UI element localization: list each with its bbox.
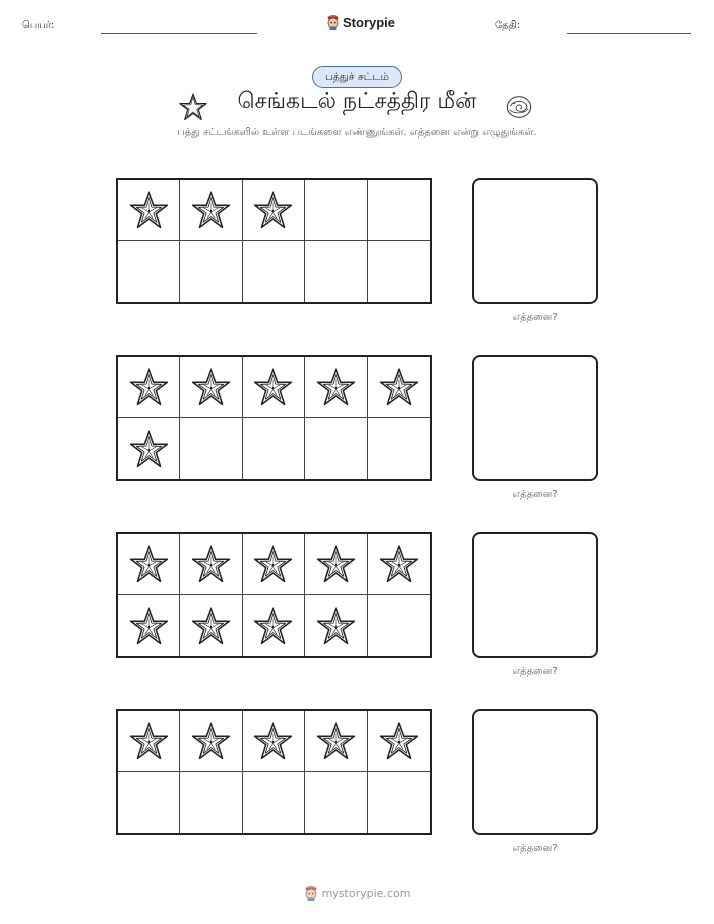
ten-frame — [116, 178, 432, 304]
ten-frame — [116, 709, 432, 835]
frame-cell — [368, 180, 430, 241]
starfish-icon — [128, 428, 170, 470]
frame-cell — [243, 711, 305, 772]
starfish-icon — [190, 366, 232, 408]
answer-question-label: எத்தனை? — [512, 666, 558, 677]
frame-cell — [368, 595, 430, 656]
frame-cell — [243, 241, 305, 302]
starfish-icon — [128, 605, 170, 647]
frame-cell — [118, 711, 180, 772]
topic-badge: பத்துச் சட்டம் — [312, 66, 402, 88]
frame-cell — [305, 357, 367, 418]
starfish-icon — [315, 366, 357, 408]
frame-cell — [118, 595, 180, 656]
frame-cell — [243, 534, 305, 595]
date-line — [567, 33, 691, 34]
frame-cell — [118, 357, 180, 418]
frame-cell — [305, 711, 367, 772]
frame-cell — [368, 711, 430, 772]
frame-cell — [180, 711, 242, 772]
frame-cell — [243, 357, 305, 418]
answer-question-label: எத்தனை? — [512, 489, 558, 500]
frame-cell — [118, 241, 180, 302]
frame-cell — [180, 241, 242, 302]
frame-cell — [243, 180, 305, 241]
frame-cell — [118, 772, 180, 833]
starfish-icon — [190, 543, 232, 585]
starfish-icon — [315, 543, 357, 585]
footer — [0, 885, 714, 901]
frame-cell — [180, 180, 242, 241]
frame-cell — [305, 418, 367, 479]
frame-cell — [180, 772, 242, 833]
frame-cell — [243, 418, 305, 479]
starfish-icon — [128, 189, 170, 231]
answer-question-label: எத்தனை? — [512, 843, 558, 854]
frame-cell — [305, 534, 367, 595]
answer-box[interactable] — [472, 178, 598, 304]
starfish-icon — [128, 366, 170, 408]
starfish-icon — [190, 720, 232, 762]
seashell-icon — [505, 93, 533, 121]
frame-cell — [118, 180, 180, 241]
starfish-icon — [378, 543, 420, 585]
frame-cell — [180, 595, 242, 656]
brand-logo — [326, 14, 395, 30]
starfish-icon — [252, 543, 294, 585]
answer-box[interactable] — [472, 709, 598, 835]
name-line — [101, 33, 257, 34]
starfish-icon — [315, 720, 357, 762]
starfish-icon — [128, 720, 170, 762]
answer-box[interactable] — [472, 355, 598, 481]
frame-cell — [118, 534, 180, 595]
date-label: தேதி: — [495, 20, 521, 31]
frame-cell — [368, 418, 430, 479]
starfish-icon — [378, 366, 420, 408]
starfish-icon — [252, 189, 294, 231]
starfish-icon — [128, 543, 170, 585]
frame-cell — [180, 357, 242, 418]
page-title: செங்கடல் நட்சத்திர மீன் — [237, 89, 477, 114]
frame-cell — [368, 534, 430, 595]
frame-cell — [118, 418, 180, 479]
frame-cell — [305, 241, 367, 302]
name-label: பெயர்: — [22, 20, 55, 31]
starfish-icon — [252, 720, 294, 762]
answer-box[interactable] — [472, 532, 598, 658]
frame-cell — [305, 180, 367, 241]
frame-cell — [243, 772, 305, 833]
starfish-icon — [190, 605, 232, 647]
mascot-icon — [326, 14, 340, 30]
starfish-icon — [315, 605, 357, 647]
answer-question-label: எத்தனை? — [512, 312, 558, 323]
frame-cell — [368, 241, 430, 302]
ten-frame — [116, 532, 432, 658]
starfish-icon — [252, 366, 294, 408]
frame-cell — [368, 357, 430, 418]
frame-cell — [243, 595, 305, 656]
starfish-icon — [190, 189, 232, 231]
brand-name: Storypie — [343, 14, 396, 30]
ten-frame — [116, 355, 432, 481]
frame-cell — [180, 534, 242, 595]
frame-cell — [305, 595, 367, 656]
mascot-icon — [304, 885, 318, 901]
starfish-icon — [378, 720, 420, 762]
frame-cell — [180, 418, 242, 479]
footer-url[interactable]: mystorypie.com — [321, 886, 411, 900]
frame-cell — [305, 772, 367, 833]
instructions: பத்து சட்டங்களில் உள்ள படங்களை எண்ணுங்கள். எத்தனை என்று எழுதுங்கள். — [177, 127, 537, 138]
frame-cell — [368, 772, 430, 833]
starfish-icon — [252, 605, 294, 647]
